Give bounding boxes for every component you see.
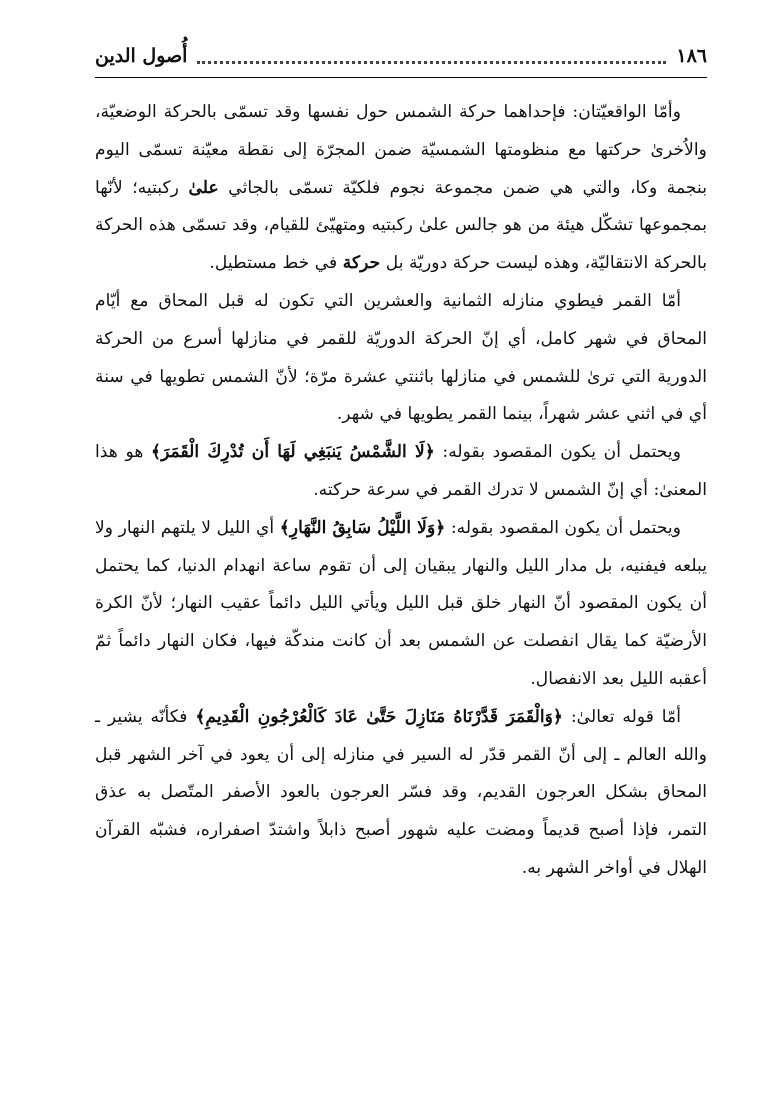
text-run: ركبتيه؛ لأنّها بمجموعها تشكّل هيئة من هو جالس علىٰ ركبتيه ومتهيّئ للقيام، وقد تسمّى هذه الحركة بالحركة الانتقاليّة، وهذه ليست حركة دوريّة بل <box>95 177 707 274</box>
text-run: وأمّا الواقعيّتان: فإحداهما حركة الشمس حول نفسها وقد تسمّى بالحركة الوضعيّة، والاُخرىٰ حركتها مع منظومتها الشمسيّة ضمن المجرّة إلى نقطة معيّنة تسمّى اليوم بنجمة وكا، والتي هي ضمن مجموعة نجوم فلكيّة تسمّى بالجاثي <box>95 102 707 198</box>
text-run: ويحتمل أن يكون المقصود بقوله: <box>434 442 681 463</box>
text-run: أي الليل لا يلتهم النهار ولا يبلعه فيفنيه، بل مدار الليل والنهار يبقيان إلى أن تقوم ساعة انهدام الدنيا، كما يحتمل أن يكون المقصود أنّ النهار خلق قبل الليل ويأتي الليل دائماً عقيب النهار؛ لأنّ الكرة الأرضيّة كما يقال انفصلت عن الشمس بعد أن كانت مندكّة فيها، فكان النهار دائماً ثمّ أعقبه الليل بعد الانفصال. <box>95 517 707 689</box>
paragraph-2 <box>95 283 707 434</box>
text-run: في خط مستطيل. <box>209 253 343 274</box>
paragraph-3 <box>95 434 707 510</box>
text-run: هو هذا المعنىٰ: أي إنّ الشمس لا تدرك القمر في سرعة حركته. <box>95 442 707 500</box>
dotted-leader <box>197 61 666 64</box>
body-text <box>95 94 707 888</box>
paragraph-4 <box>95 510 707 699</box>
paragraph-1 <box>95 94 707 283</box>
text-run: ويحتمل أن يكون المقصود بقوله: <box>445 517 682 538</box>
page-number: ١٨٦ <box>676 45 707 67</box>
text-run: فكأنّه يشير ـ والله العالم ـ إلى أنّ القمر قدّر له السير في منازله إلى أن يعود في آخر الشهر قبل المحاق بشكل العرجون القديم، وقد فسّر العرجون بالعود الأصفر المتّصل به عذق التمر، فإذا أصبح قديماً ومضت عليه شهور أصبح ذابلاً واشتدّ اصفراره، فشبّه القرآن الهلال في أواخر الشهر به. <box>95 706 707 878</box>
text-run: أمّا قوله تعالىٰ: <box>562 706 681 727</box>
book-page <box>95 32 707 1072</box>
bold-run: علىٰ <box>188 177 219 198</box>
running-header <box>95 32 707 80</box>
quran-verse: ﴿لَا الشَّمْسُ يَنبَغِي لَهَا أَن تُدْرِكَ الْقَمَرَ﴾ <box>151 442 435 463</box>
book-title: أُصول الدين <box>95 45 188 67</box>
text-run: أمّا القمر فيطوي منازله الثمانية والعشرين التي تكون له قبل المحاق مع أيّام المحاق في شهر كامل، أي إنّ الحركة الدوريّة للقمر في منازلها أسرع من الحركة الدورية التي ترىٰ للشمس في منازلها باثنتي عشرة مرّة؛ لأنّ الشمس تطويها في سنة أي في اثني عشر شهراً، بينما القمر يطويها في شهر. <box>95 290 707 425</box>
paragraph-5 <box>95 699 707 888</box>
quran-verse: ﴿وَالْقَمَرَ قَدَّرْنَاهُ مَنَازِلَ حَتَّىٰ عَادَ كَالْعُرْجُونِ الْقَدِيمِ﴾ <box>195 706 563 727</box>
header-rule <box>95 77 707 78</box>
bold-run: حركة <box>342 253 381 274</box>
quran-verse: ﴿وَلَا اللَّيْلُ سَابِقُ النَّهَارِ﴾ <box>279 517 446 538</box>
